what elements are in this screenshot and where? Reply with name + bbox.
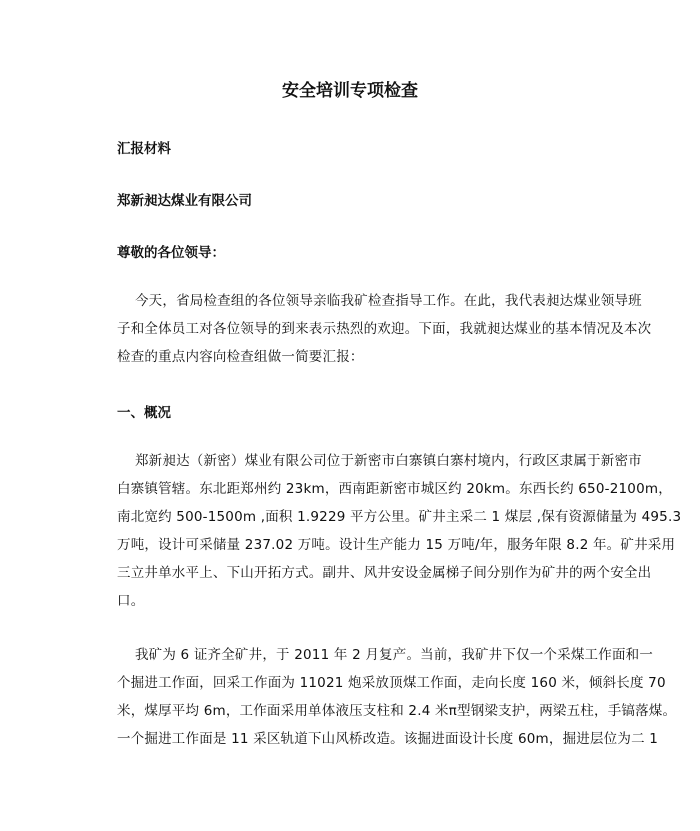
text-line: 我矿为 6 证齐全矿井，于 2011 年 2 月复产。当前，我矿井下仅一个采煤工作面和一 — [117, 647, 654, 663]
greeting: 尊敬的各位领导： — [117, 245, 225, 261]
text-line: 南北宽约 500-1500m ,面积 1.9229 平方公里。矿井主采二 1 煤层 ,保有资源储量为 495.3 — [117, 509, 682, 525]
text-line: 万吨，设计可采储量 237.02 万吨。设计生产能力 15 万吨/年，服务年限 8.2 年。矿井采用 — [117, 537, 676, 553]
text-line: 口。 — [117, 593, 145, 609]
text-line: 个掘进工作面，回采工作面为 11021 炮采放顶煤工作面，走向长度 160 米，倾斜长度 70 — [117, 675, 666, 691]
text-line: 子和全体员工对各位领导的到来表示热烈的欢迎。下面，我就昶达煤业的基本情况及本次 — [117, 321, 652, 337]
subtitle: 汇报材料 — [117, 141, 171, 157]
section-heading-overview: 一、概况 — [117, 405, 171, 421]
text-line: 白寨镇管辖。东北距郑州约 23km，西南距新密市城区约 20km。东西长约 650-2100m， — [117, 481, 672, 497]
company-name: 郑新昶达煤业有限公司 — [117, 193, 252, 209]
document-title: 安全培训专项检查 — [282, 81, 418, 101]
text-line: 米，煤厚平均 6m，工作面采用单体液压支柱和 2.4 米π型钢梁支护，两梁五柱，手镐落煤。 — [117, 703, 677, 719]
paragraph-mine-status — [117, 641, 677, 753]
text-line: 一个掘进工作面是 11 采区轨道下山风桥改造。该掘进面设计长度 60m，掘进层位为二 1 — [117, 731, 659, 747]
paragraph-intro — [117, 287, 652, 371]
paragraph-overview — [117, 447, 682, 615]
text-line: 郑新昶达（新密）煤业有限公司位于新密市白寨镇白寨村境内，行政区隶属于新密市 — [117, 453, 642, 469]
text-line: 三立井单水平上、下山开拓方式。副井、风井安设金属梯子间分别作为矿井的两个安全出 — [117, 565, 652, 581]
text-line: 检查的重点内容向检查组做一简要汇报： — [117, 349, 364, 365]
text-line: 今天，省局检查组的各位领导亲临我矿检查指导工作。在此，我代表昶达煤业领导班 — [117, 293, 642, 309]
